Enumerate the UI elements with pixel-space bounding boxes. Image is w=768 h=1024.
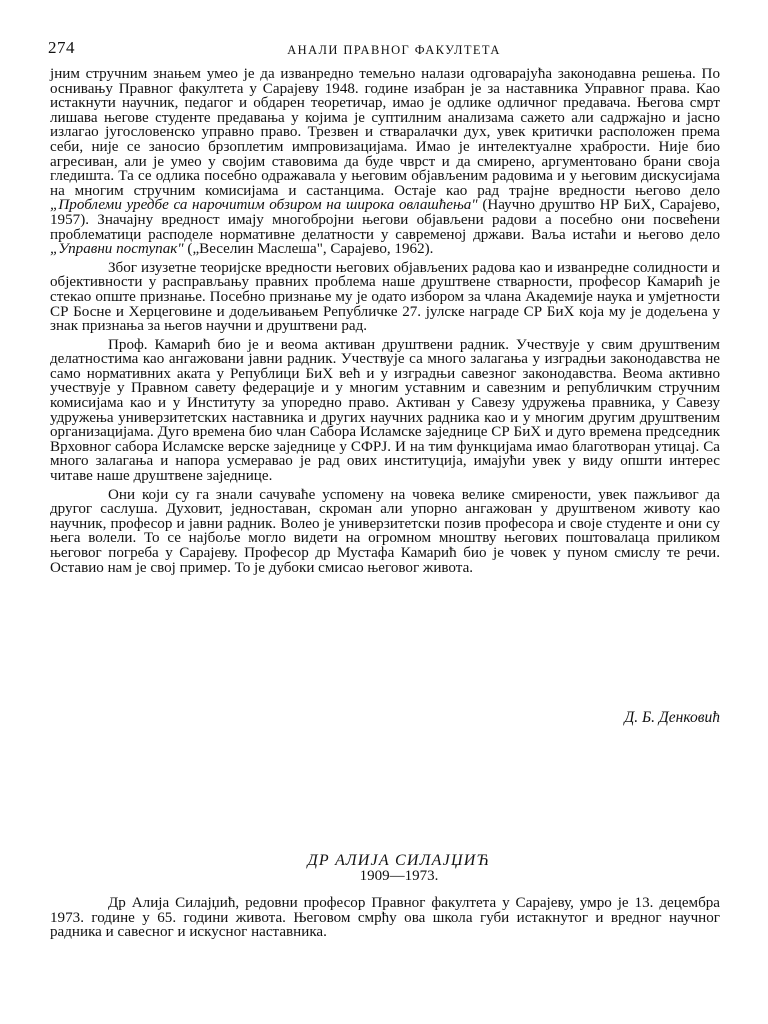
paragraph-text: јним стручним знањем умео је да изванредно темељно налази одговарајућа законодавна решења. По оснивању Правног факултета у Сарајеву 1948. године изабран је за наставника Управног права. Као истакнути научник, педагог и обдарен теоретичар, имао је одлике одличног предавача. Његова смрт лишава његове студенте предавања у којима је суптилним анализама сажето али садржајно и јасно излагао југословенско управно право. Трезвен и стваралачки дух, увек критички расположен према себи, није се заносио брзоплетим импровизацијама. Имао је интелектуалне храбрости. Није био агресиван, али је умео у својим ставовима да буде чврст и да смирено, аргументовано брани своја гледишта. Та се одлика посебно одражавала у његовим објављеним радовима и у његовим дискусијама на многим стручним комисијама и састанцима. Остаје као рад трајне вредности његово дело bbox=[50, 66, 720, 199]
article-body bbox=[50, 67, 720, 575]
paragraph-text: (Научно друштво НР БиХ, Сарајево, 1957). Значајну вредност имају многобројни његови објављени радови а посебно они посвећени проблематици расподеле нормативне делатности у савременој држави. Ваља истаћи и његово дело bbox=[50, 197, 720, 243]
paragraph-3: Проф. Камарић био је и веома активан друштвени радник. Учествује у свим друштвеним делатностима као ангажовани јавни радник. Учествује са много залагања у изградњи законодавства не само нормативних аката у Републици БиХ већ и у изградњи савезног законодавства. Веома активно учествује у Правном савету федерације и у многим уставним и савезним и републичким стручним комисијама као и у Институту за упоредно право. Активан у Савезу удружења правника, у Савезу удружења универзитетских наставника и других научних радника као и у многим другим друштвеним организацијама. Дуго времена био члан Сабора Исламске заједнице СР БиХ и дуго времена председник Врховног сабора Исламске верске заједнице у СФРЈ. И на тим функцијама имао благотворан утицај. Са много залагања и напора усмеравао је рад ових институција, имајући увек у виду општи интерес читаве наше друштвене заједнице. bbox=[50, 336, 720, 485]
book-title: „Управни поступак" bbox=[50, 241, 184, 258]
obituary-paragraph: Др Алија Силајџић, редовни професор Правног факултета у Сарајеву, умро је 13. децембра 1973. године у 65. години живота. Његовом смрћу ова школа губи истакнутог и вредног научног радника и савесног и искусног наставника. bbox=[50, 895, 720, 941]
paragraph-text: („Веселин Маслеша", Сарајево, 1962). bbox=[183, 241, 434, 258]
running-head: АНАЛИ ПРАВНОГ ФАКУЛТЕТА bbox=[287, 43, 501, 57]
paragraph-2: Због изузетне теоријске вредности његових објављених радова као и изванредне солидности и објективности у расправљању правних проблема наше друштвене стварности, професор Камарић је стекао опште признање. Посебно признање му је одато избором за члана Академије наука и умјетности СР Босне и Херцеговине и додељивањем Републичке 27. јулске награде СР БиХ која му је додељена у знак признања за његов научни и друштвени рад. bbox=[50, 259, 720, 335]
author-signature: Д. Б. Денковић bbox=[624, 709, 720, 726]
obituary-title: ДР АЛИЈА СИЛАЈЏИЋ bbox=[307, 852, 491, 869]
obituary-body bbox=[50, 896, 720, 940]
paragraph-1 bbox=[50, 67, 720, 257]
book-title: „Проблеми уредбе са нарочитим обзиром на широка овлашћења" bbox=[50, 197, 478, 214]
paragraph-4: Они који су га знали сачуваће успомену на човека велике смирености, увек пажљивог да другог саслуша. Духовит, једноставан, скроман али упорно ангажован у друштвеном животу као научник, професор и јавни радник. Волео је универзитетски позив професора и своје студенте и они су њега волели. То се најбоље могло видети на огромном мноштву његових поштовалаца приликом његовог погреба у Сарајеву. Професор др Мустафа Камарић био је човек у пуном смислу те речи. Оставио нам је свој пример. То је дубоки смисао његовог живота. bbox=[50, 486, 720, 576]
obituary-years: 1909—1973. bbox=[359, 868, 439, 884]
page-number: 274 bbox=[48, 38, 75, 57]
